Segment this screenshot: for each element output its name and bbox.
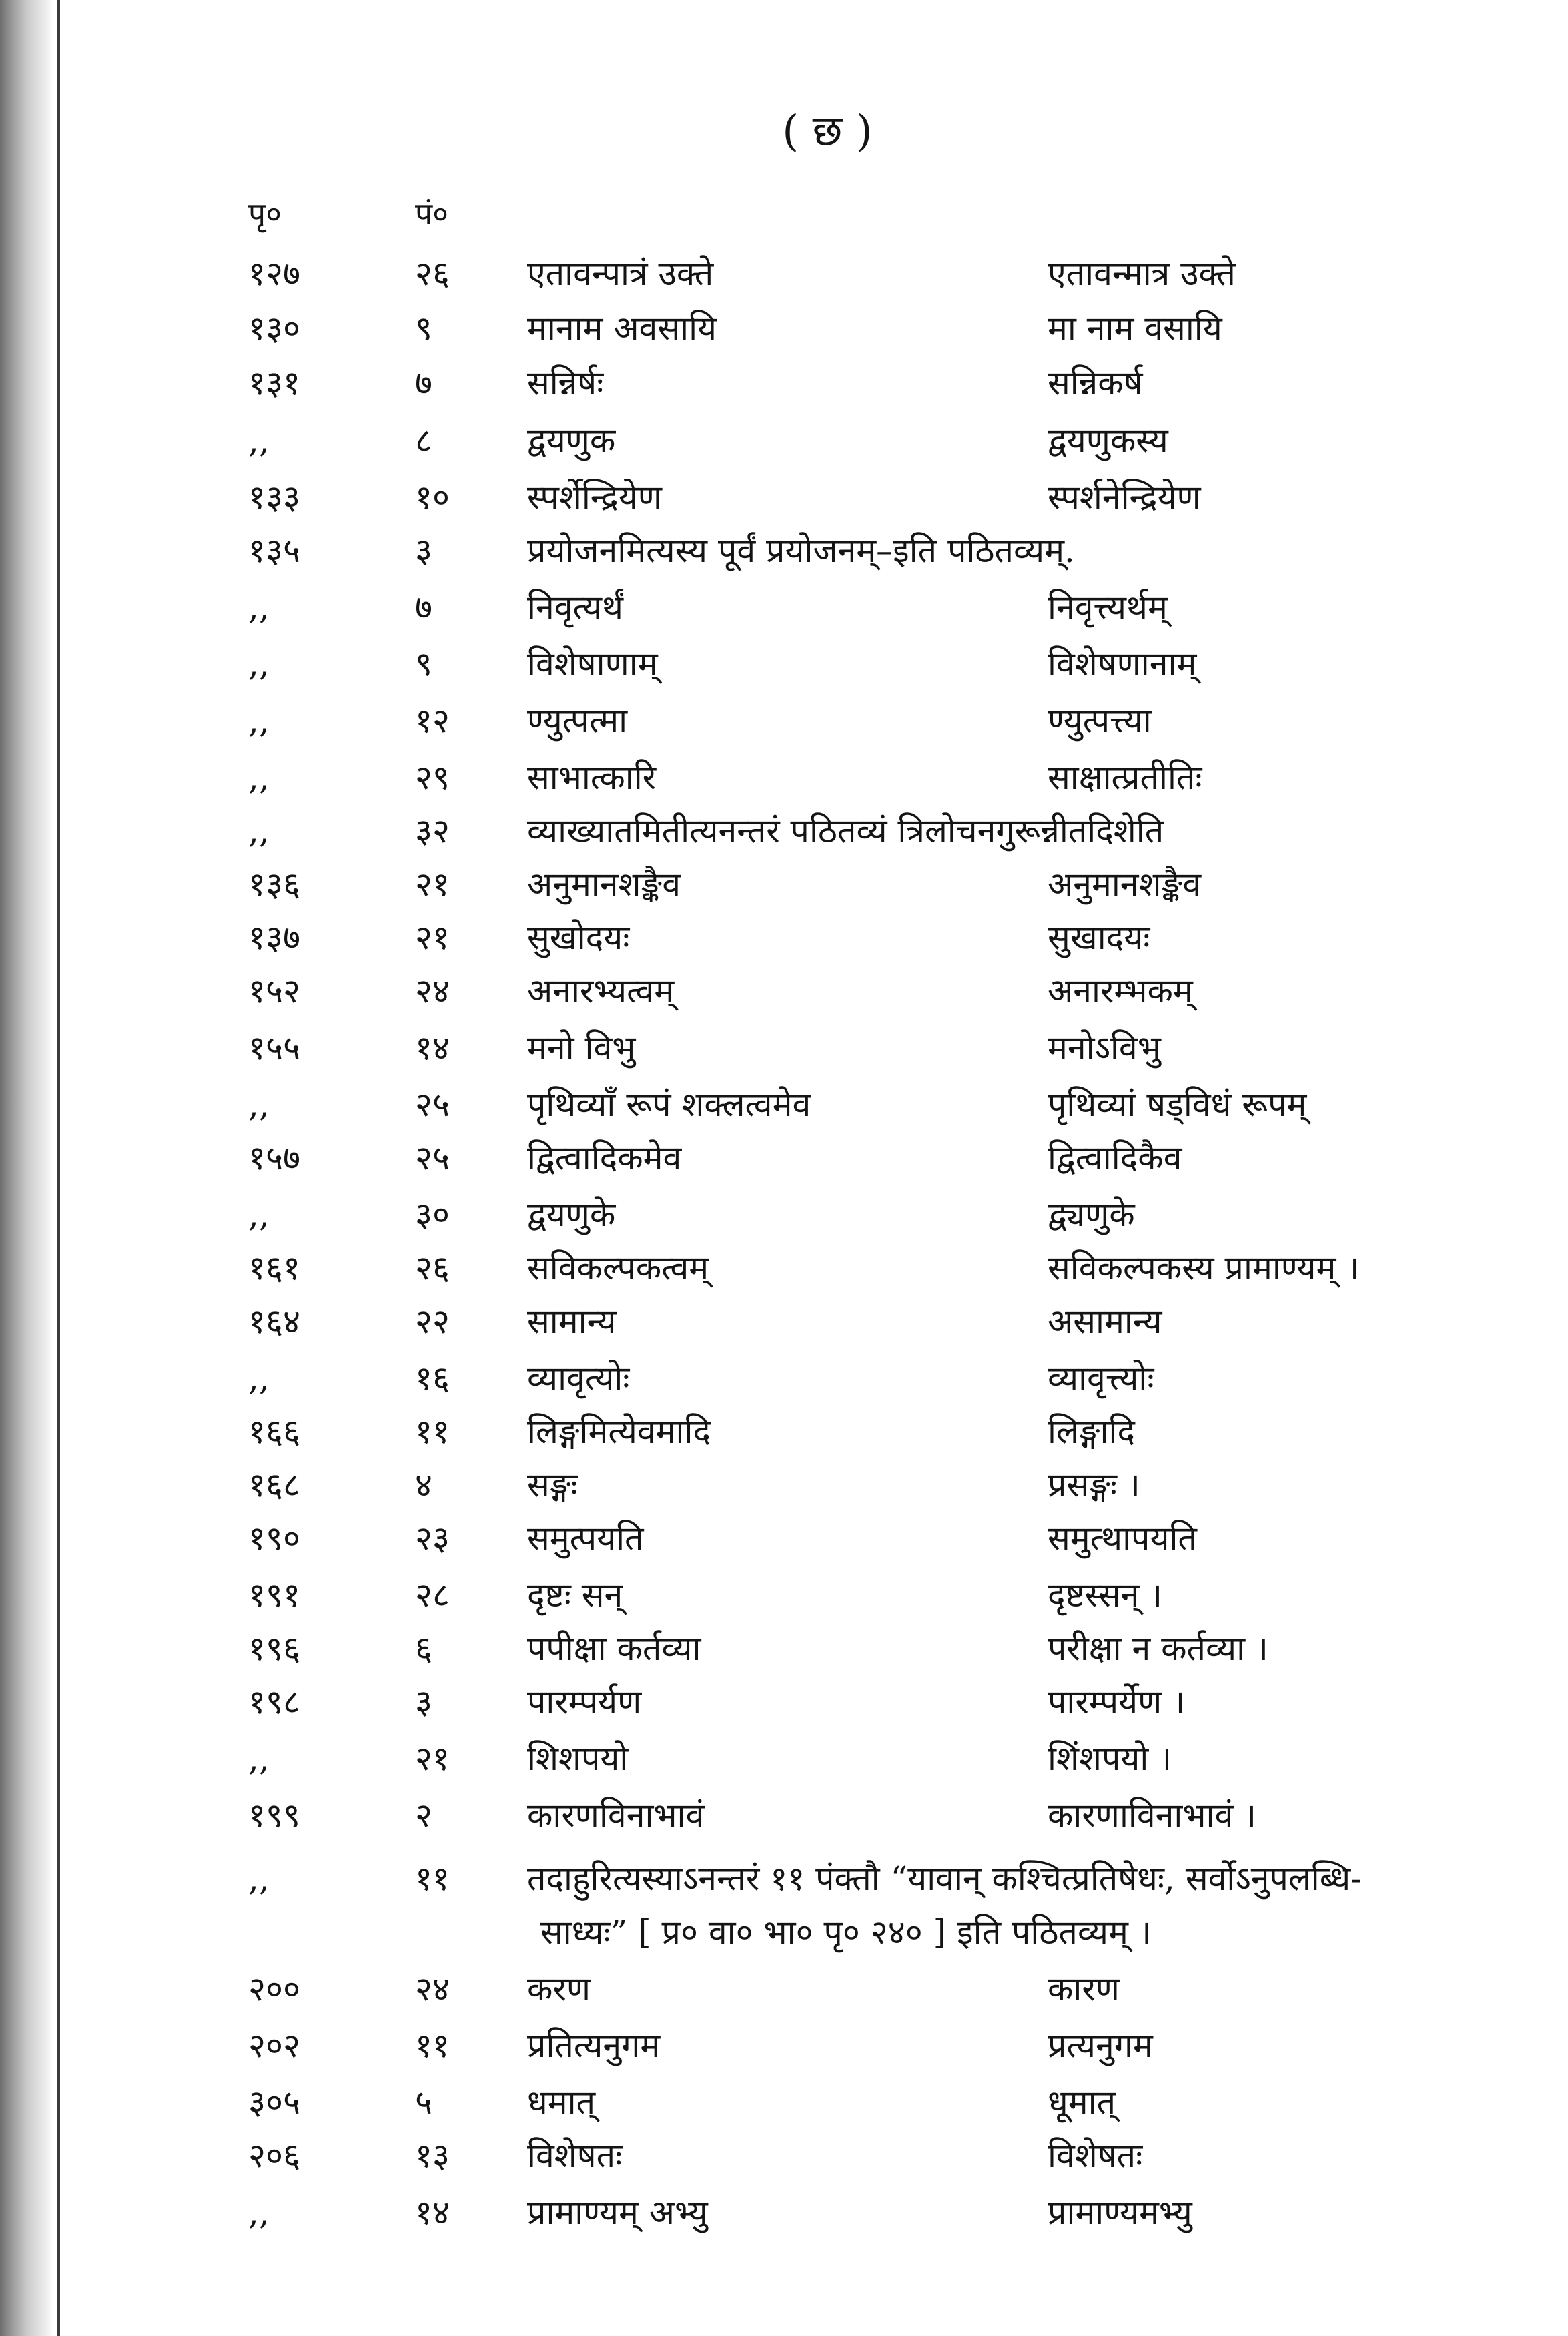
line-ref: २५ <box>415 1139 450 1177</box>
column-header-row <box>0 194 1568 254</box>
errata-row <box>0 811 1568 871</box>
line-ref: २१ <box>415 1739 450 1778</box>
page-ref: १५२ <box>248 972 300 1010</box>
page-ref: १६८ <box>248 1466 300 1504</box>
page-ref: १६४ <box>248 1302 300 1341</box>
correct-text: प्रसङ्गः । <box>1048 1466 1140 1504</box>
correct-text: शिंशपयो । <box>1048 1739 1172 1778</box>
incorrect-text: निवृत्यर्थं <box>527 588 623 627</box>
incorrect-text: मनो विभु <box>527 1029 636 1067</box>
incorrect-text: समुत्पयति <box>527 1519 644 1558</box>
line-ref: २८ <box>415 1576 450 1615</box>
page-ref: ,, <box>248 1085 270 1124</box>
line-ref: ११ <box>415 1859 450 1898</box>
line-ref: १४ <box>415 2193 450 2232</box>
insertion-note: प्रयोजनमित्यस्य पूर्वं प्रयोजनम्–इति पठितव्यम्. <box>527 531 1075 570</box>
correct-text: समुत्थापयति <box>1048 1519 1197 1558</box>
errata-row <box>0 531 1568 591</box>
errata-row <box>0 1358 1568 1418</box>
correct-text: प्रामाण्यमभ्यु <box>1048 2193 1192 2232</box>
correct-text: द्व्यणुके <box>1048 1195 1135 1234</box>
page-ref: ,, <box>248 1739 270 1778</box>
errata-row <box>0 1518 1568 1578</box>
correct-text: द्वित्वादिकैव <box>1048 1139 1182 1177</box>
page-ref: १३७ <box>248 918 300 957</box>
line-ref: २१ <box>415 918 450 957</box>
errata-row <box>0 477 1568 537</box>
page-ref: १९० <box>248 1519 300 1558</box>
line-ref: २९ <box>415 758 450 797</box>
correct-text: सन्निकर्ष <box>1048 364 1143 402</box>
line-ref: ३ <box>415 1683 432 1721</box>
errata-row <box>0 864 1568 924</box>
errata-row <box>0 1465 1568 1525</box>
errata-row <box>0 701 1568 761</box>
page-ref: ,, <box>248 588 270 627</box>
errata-row <box>0 971 1568 1031</box>
errata-row <box>0 420 1568 481</box>
page-ref: १२७ <box>248 254 300 293</box>
line-ref: २६ <box>415 1249 450 1287</box>
page-ref: ,, <box>248 758 270 797</box>
page-ref: १५५ <box>248 1029 300 1067</box>
line-ref: १४ <box>415 1029 450 1067</box>
incorrect-text: स्पर्शेन्द्रियेण <box>527 478 662 517</box>
page-ref: ,, <box>248 1359 270 1398</box>
incorrect-text: अनुमानशङ्कैव <box>527 865 681 904</box>
incorrect-text: पृथिव्याँ रूपं शक्लत्वमेव <box>527 1085 811 1124</box>
correct-text: व्यावृत्त्योः <box>1048 1359 1154 1398</box>
line-ref: ९ <box>415 645 432 683</box>
incorrect-text: व्यावृत्योः <box>527 1359 630 1398</box>
incorrect-text: मानाम अवसायि <box>527 309 717 348</box>
line-ref: ७ <box>415 364 432 402</box>
page-ref: ,, <box>248 701 270 740</box>
page-ref: १९६ <box>248 1629 300 1668</box>
incorrect-text: करण <box>527 1970 591 2008</box>
correct-text: सविकल्पकस्य प्रामाण्यम् । <box>1048 1249 1360 1287</box>
correct-text: स्पर्शनेन्द्रियेण <box>1048 478 1201 517</box>
line-ref: १६ <box>415 1359 450 1398</box>
errata-row <box>0 2193 1568 2253</box>
incorrect-text: ण्युत्पत्मा <box>527 701 628 740</box>
correct-text: पारम्पर्येण । <box>1048 1683 1186 1721</box>
incorrect-text: अनारभ्यत्वम् <box>527 972 675 1010</box>
correct-text: अनारम्भकम् <box>1048 972 1193 1010</box>
correct-text: मनोऽविभु <box>1048 1029 1161 1067</box>
correct-text: कारणाविनाभावं । <box>1048 1796 1257 1835</box>
errata-row <box>0 1682 1568 1742</box>
errata-row <box>0 587 1568 647</box>
incorrect-text: द्वित्वादिकमेव <box>527 1139 682 1177</box>
errata-row <box>0 1028 1568 1088</box>
incorrect-text: पारम्पर्यण <box>527 1683 642 1721</box>
page-ref: १९९ <box>248 1796 300 1835</box>
correct-text: पृथिव्यां षड्विधं रूपम् <box>1048 1085 1307 1124</box>
page-ref: १३५ <box>248 531 300 570</box>
line-ref: २२ <box>415 1302 450 1341</box>
line-ref: १० <box>415 478 450 517</box>
line-ref: २४ <box>415 1970 450 2008</box>
line-ref: ६ <box>415 1629 432 1668</box>
incorrect-text: कारणविनाभावं <box>527 1796 705 1835</box>
errata-row <box>0 1859 1568 1972</box>
incorrect-text: विशेषतः <box>527 2136 623 2175</box>
incorrect-text: शिशपयो <box>527 1739 629 1778</box>
correct-text: धूमात् <box>1048 2083 1116 2122</box>
line-ref: २५ <box>415 1085 450 1124</box>
page-ref: ,, <box>248 812 270 850</box>
line-ref: ७ <box>415 588 432 627</box>
errata-row <box>0 1085 1568 1145</box>
page-ref: ,, <box>248 2193 270 2232</box>
correct-text: लिङ्गादि <box>1048 1412 1135 1451</box>
line-ref: २१ <box>415 865 450 904</box>
correct-text: सुखादयः <box>1048 918 1150 957</box>
correct-text: परीक्षा न कर्तव्या । <box>1048 1629 1268 1668</box>
correct-text: दृष्टस्सन् । <box>1048 1576 1163 1615</box>
incorrect-text: विशेषाणाम् <box>527 645 658 683</box>
incorrect-text: द्वयणुके <box>527 1195 616 1234</box>
correct-text: कारण <box>1048 1970 1120 2008</box>
insertion-note-continued: साध्यः” [ प्र० वा० भा० पृ० २४० ] इति पठितव्यम् । <box>540 1913 1152 1952</box>
incorrect-text: पपीक्षा कर्तव्या <box>527 1629 701 1668</box>
line-ref: ३२ <box>415 812 450 850</box>
errata-row <box>0 918 1568 978</box>
correct-text: ण्युत्पत्त्या <box>1048 701 1152 740</box>
correct-text: अनुमानशङ्कैव <box>1048 865 1201 904</box>
line-column-header: पं० <box>415 196 449 232</box>
correct-text: विशेषतः <box>1048 2136 1143 2175</box>
incorrect-text: सन्निर्षः <box>527 364 604 402</box>
line-ref: २४ <box>415 972 450 1010</box>
correct-text: प्रत्यनुगम <box>1048 2026 1153 2065</box>
errata-row <box>0 1969 1568 2029</box>
correct-text: निवृत्त्यर्थम् <box>1048 588 1168 627</box>
line-ref: ३ <box>415 531 432 570</box>
correct-text: मा नाम वसायि <box>1048 309 1222 348</box>
incorrect-text: लिङ्गमित्येवमादि <box>527 1412 711 1451</box>
correct-text: एतावन्मात्र उक्ते <box>1048 254 1236 293</box>
errata-row <box>0 2082 1568 2142</box>
errata-row <box>0 1739 1568 1799</box>
errata-row <box>0 2136 1568 2196</box>
insertion-note: तदाहुरित्यस्याऽनन्तरं ११ पंक्तौ “यावान् कश्चित्प्रतिषेधः, सर्वोऽनुपलब्धि- <box>527 1859 1362 1898</box>
page-ref: १३१ <box>248 364 300 402</box>
page-ref: १३३ <box>248 478 300 517</box>
correct-text: असामान्य <box>1048 1302 1162 1341</box>
line-ref: ४ <box>415 1466 432 1504</box>
errata-row <box>0 644 1568 704</box>
errata-row <box>0 1138 1568 1198</box>
correct-text: विशेषणानाम् <box>1048 645 1197 683</box>
errata-row <box>0 758 1568 818</box>
page-ref: ,, <box>248 1859 270 1898</box>
incorrect-text: प्रामाण्यम् अभ्यु <box>527 2193 708 2232</box>
page-ref: २०० <box>248 1970 300 2008</box>
incorrect-text: एतावन्पात्रं उक्ते <box>527 254 714 293</box>
page-ref: १६१ <box>248 1249 300 1287</box>
incorrect-text: सामान्य <box>527 1302 617 1341</box>
errata-row <box>0 308 1568 368</box>
correct-text: साक्षात्प्रतीतिः <box>1048 758 1202 797</box>
errata-row <box>0 1301 1568 1362</box>
line-ref: ११ <box>415 2026 450 2065</box>
incorrect-text: सुखोदयः <box>527 918 630 957</box>
line-ref: २३ <box>415 1519 450 1558</box>
incorrect-text: द्वयणुक <box>527 421 616 460</box>
page-column-header: पृ० <box>248 196 282 232</box>
incorrect-text: प्रतित्यनुगम <box>527 2026 661 2065</box>
page-number: ( छ ) <box>782 107 873 156</box>
errata-row <box>0 1248 1568 1308</box>
incorrect-text: साभात्कारि <box>527 758 657 797</box>
page-ref: १३६ <box>248 865 300 904</box>
incorrect-text: दृष्टः सन् <box>527 1576 623 1615</box>
line-ref: ११ <box>415 1412 450 1451</box>
page-ref: १९१ <box>248 1576 300 1615</box>
line-ref: ५ <box>415 2083 432 2122</box>
page-ref: ,, <box>248 421 270 460</box>
line-ref: ८ <box>415 421 432 460</box>
insertion-note: व्याख्यातमितीत्यनन्तरं पठितव्यं त्रिलोचनगुरून्नीतदिशेति <box>527 812 1164 850</box>
incorrect-text: सङ्गः <box>527 1466 578 1504</box>
page-ref: १३० <box>248 309 300 348</box>
page-ref: ३०५ <box>248 2083 300 2122</box>
page-ref: ,, <box>248 645 270 683</box>
line-ref: १३ <box>415 2136 450 2175</box>
incorrect-text: धमात् <box>527 2083 596 2122</box>
line-ref: ३० <box>415 1195 450 1234</box>
errata-row <box>0 2026 1568 2086</box>
errata-row <box>0 254 1568 314</box>
errata-row <box>0 363 1568 423</box>
line-ref: ९ <box>415 309 432 348</box>
page-ref: १५७ <box>248 1139 300 1177</box>
errata-row <box>0 1195 1568 1255</box>
page-ref: २०६ <box>248 2136 300 2175</box>
page-ref: १६६ <box>248 1412 300 1451</box>
errata-row <box>0 1575 1568 1635</box>
line-ref: १२ <box>415 701 450 740</box>
page-ref: २०२ <box>248 2026 300 2065</box>
page-ref: ,, <box>248 1195 270 1234</box>
line-ref: २ <box>415 1796 432 1835</box>
errata-row <box>0 1795 1568 1855</box>
line-ref: २६ <box>415 254 450 293</box>
page-ref: १९८ <box>248 1683 300 1721</box>
incorrect-text: सविकल्पकत्वम् <box>527 1249 709 1287</box>
errata-row <box>0 1629 1568 1689</box>
errata-row <box>0 1412 1568 1472</box>
correct-text: द्वयणुकस्य <box>1048 421 1168 460</box>
